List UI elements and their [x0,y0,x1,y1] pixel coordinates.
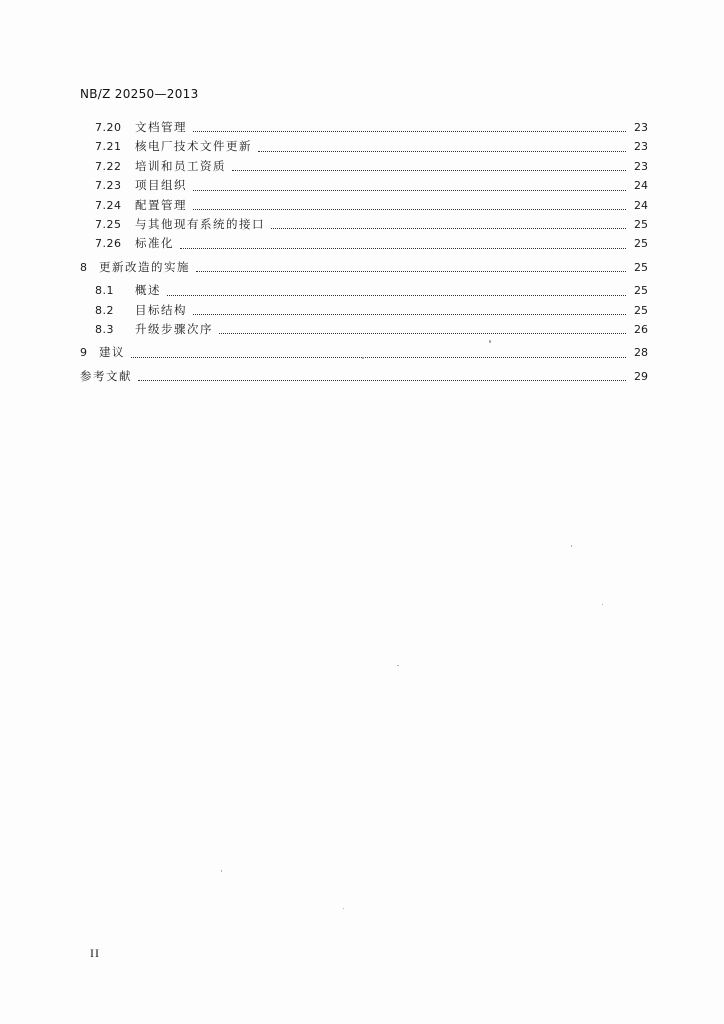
scan-speck [602,604,603,605]
toc-entry-number: 8.3 [95,322,114,336]
toc-entry-title: 目标结构 [135,302,187,317]
toc-entry-title: 核电厂技术文件更新 [135,139,252,154]
toc-entry-number: 7.24 [95,198,122,212]
toc-entry-page: 25 [634,217,648,231]
toc-entry-number: 9 [80,346,88,360]
document-code: NB/Z 20250—2013 [80,87,199,101]
toc-leader-dots [193,313,626,315]
toc-entry[interactable] [80,281,648,300]
toc-entry-number: 8.1 [95,284,114,298]
scan-speck [362,357,364,359]
toc-entry-title: 升级步骤次序 [135,321,213,336]
toc-entry[interactable] [80,157,648,176]
toc-entry-number: 8 [80,260,88,274]
toc-entry-page: 29 [634,369,648,383]
toc-entry[interactable] [80,137,648,156]
toc-entry-title: 更新改造的实施 [99,259,190,274]
toc-entry-title: 培训和员工资质 [135,158,226,173]
toc-entry-number: 7.26 [95,237,122,251]
toc-leader-dots [258,150,626,152]
scan-speck [221,870,222,872]
scan-speck [489,340,491,343]
toc-entry[interactable] [80,176,648,195]
toc-entry-page: 25 [634,303,648,317]
toc-entry-page: 28 [634,346,648,360]
toc-entry-title: 概述 [135,283,161,298]
toc-entry[interactable] [80,301,648,320]
toc-leader-dots [271,227,626,229]
toc-entry-page: 25 [634,237,648,251]
toc-entry-page: 23 [634,140,648,154]
toc-entry-page: 25 [634,284,648,298]
toc-entry[interactable] [80,234,648,253]
scan-speck [397,665,399,666]
toc-chapter-entry[interactable] [80,343,648,362]
toc-entry-number: 7.23 [95,179,122,193]
scan-speck [343,908,344,909]
toc-entry-number: 7.21 [95,140,122,154]
toc-leader-dots [193,189,626,191]
toc-entry-page: 23 [634,159,648,173]
toc-entry-page: 26 [634,322,648,336]
toc-entry-page: 24 [634,179,648,193]
toc-entry-page: 25 [634,260,648,274]
toc-leader-dots [131,356,626,358]
toc-leader-dots [232,169,626,171]
toc-entry-title: 文档管理 [135,120,187,134]
toc-leader-dots [138,379,626,381]
toc-leader-dots [193,130,626,132]
toc-leader-dots [167,294,626,296]
toc-leader-dots [193,208,626,210]
scan-speck [571,545,572,547]
toc-chapter-entry[interactable] [80,258,648,277]
table-of-contents [80,118,648,386]
toc-entry-page: 23 [634,121,648,134]
toc-entry-title: 配置管理 [135,197,187,212]
toc-entry-title: 与其他现有系统的接口 [135,216,265,231]
toc-entry-title: 标准化 [135,236,174,251]
toc-entry[interactable] [80,118,648,137]
toc-entry-number: 7.25 [95,217,122,231]
toc-entry-number: 8.2 [95,303,114,317]
toc-entry-number: 7.22 [95,159,122,173]
toc-entry-number: 7.20 [95,121,122,134]
toc-entry[interactable] [80,320,648,339]
toc-entry-title: 参考文献 [80,368,132,383]
toc-entry-title: 项目组织 [135,178,187,193]
toc-entry[interactable] [80,215,648,234]
toc-leader-dots [219,332,626,334]
toc-entry[interactable] [80,196,648,215]
page-folio: II [90,946,100,960]
toc-entry-title: 建议 [99,345,125,360]
toc-leader-dots [180,247,626,249]
toc-leader-dots [196,270,626,272]
toc-entry-page: 24 [634,198,648,212]
toc-references-entry[interactable] [80,367,648,386]
